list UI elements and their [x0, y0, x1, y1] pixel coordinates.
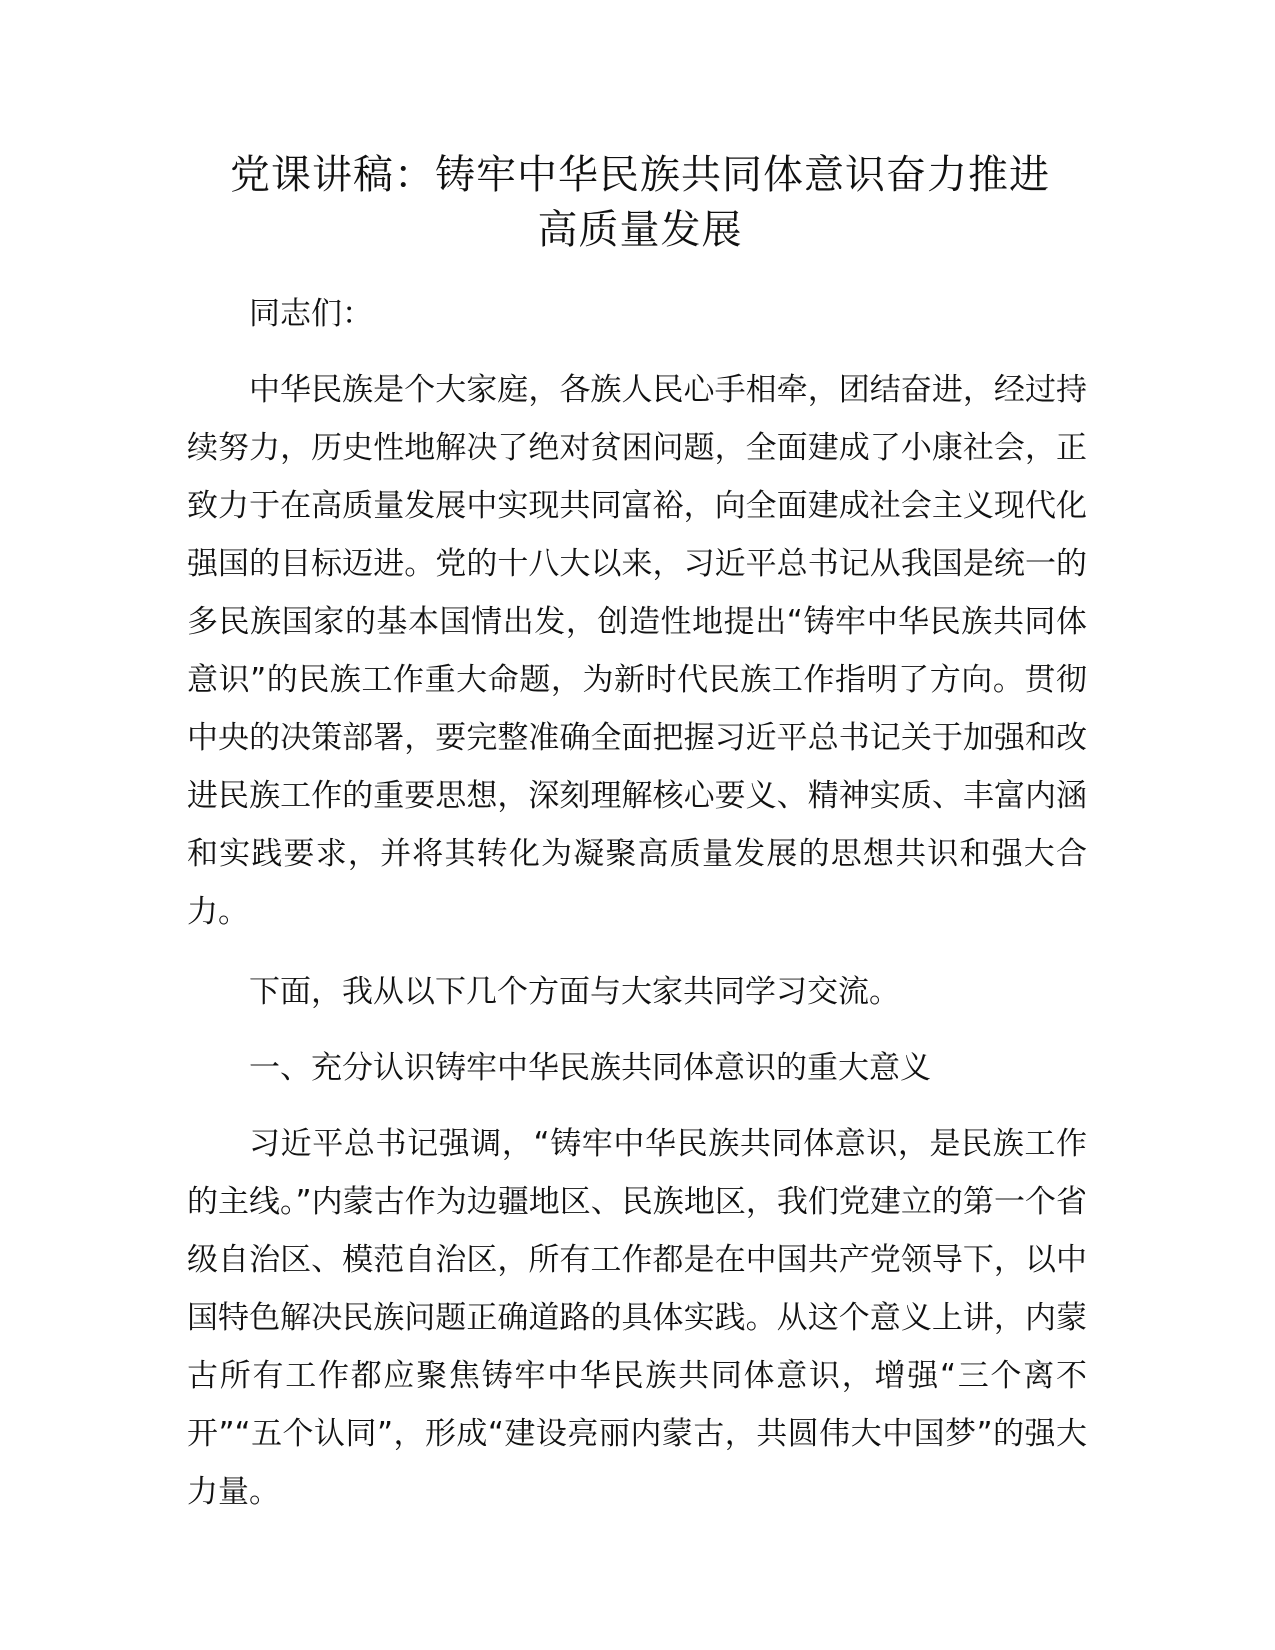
section-heading-1: 一、充分认识铸牢中华民族共同体意识的重大意义 — [249, 1050, 931, 1086]
paragraph-transition: 下面，我从以下几个方面与大家共同学习交流。 — [249, 974, 900, 1010]
paragraph-intro: 中华民族是个大家庭，各族人民心手相牵，团结奋进，经过持续努力，历史性地解决了绝对贫困问题，全面建成了小康社会，正致力于在高质量发展中实现共同富裕，向全面建成社会主义现代化强国的目标迈进。党的十八大以来，习近平总书记从我国是统一的多民族国家的基本国情出发，创造性地提出“铸牢中华民族共同体意识”的民族工作重大命题，为新时代民族工作指明了方向。贯彻中央的决策部署，要完整准确全面把握习近平总书记关于加强和改进民族工作的重要思想，深刻理解核心要义、精神实质、丰富内涵和实践要求，并将其转化为凝聚高质量发展的思想共识和强大合力。 — [187, 372, 1087, 930]
document-title — [150, 148, 1130, 258]
title-line-2: 高质量发展 — [537, 207, 743, 253]
title-line-1: 党课讲稿：铸牢中华民族共同体意识奋力推进 — [230, 152, 1050, 198]
document-body — [187, 285, 1087, 1543]
salutation: 同志们： — [249, 296, 373, 332]
paragraph-section-1: 习近平总书记强调，“铸牢中华民族共同体意识，是民族工作的主线。”内蒙古作为边疆地区、民族地区，我们党建立的第一个省级自治区、模范自治区，所有工作都是在中国共产党领导下，以中国特色解决民族问题正确道路的具体实践。从这个意义上讲，内蒙古所有工作都应聚焦铸牢中华民族共同体意识，增强“三个离不开”“五个认同”，形成“建设亮丽内蒙古，共圆伟大中国梦”的强大力量。 — [187, 1126, 1087, 1510]
